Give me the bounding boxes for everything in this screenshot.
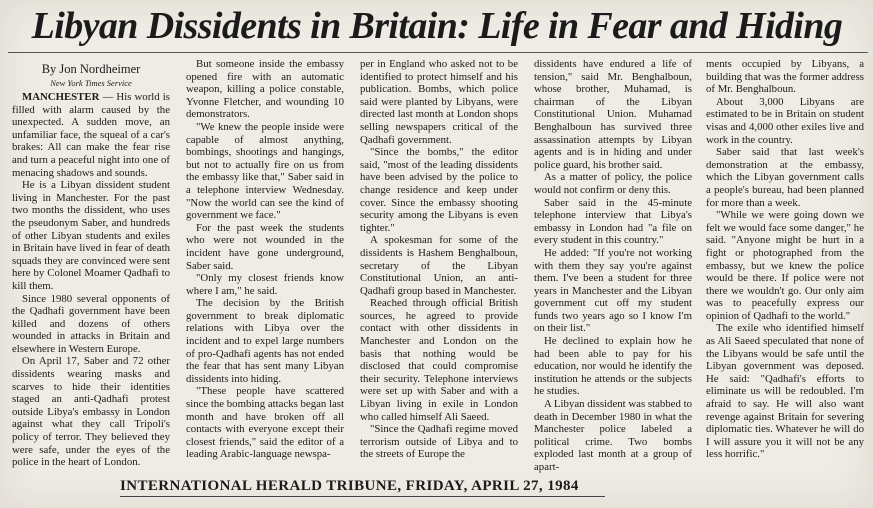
article-paragraph: About 3,000 Libyans are estimated to be in Britain on student visas and 4,000 other exiles live and work in the country.	[706, 95, 864, 146]
article-paragraph: He declined to explain how he had been able to pay for his education, nor would he identify the institution he attends or the subjects he studies.	[534, 335, 692, 398]
article-paragraph: "We knew the people inside were capable of almost anything, bombings, shootings and hangings, but not to actually fire on us from the embassy like that," Saber said in a telephone interview Wednesday. "Now the world can see the kind of government we face."	[186, 120, 344, 222]
publication-footer: INTERNATIONAL HERALD TRIBUNE, FRIDAY, APRIL 27, 1984	[120, 478, 579, 494]
article-paragraph	[12, 91, 170, 179]
article-paragraph: The decision by the British government to break diplomatic relations with Libya over the incident and to expel large numbers of pro-Qadhafi agents has not ended the fear that has sent many Libyan dissidents into hiding.	[186, 297, 344, 385]
article-paragraph: "While we were going down we felt we would face some danger," he said. "Anyone might be hurt in a fight or photographed from the embassy, but we knew the police would be there. If police were not there we wouldn't go. Our only aim was to peacefully express our opinion of Qadhafi to the world."	[706, 209, 864, 322]
article-paragraph: But someone inside the embassy opened fire with an automatic weapon, killing a police constable, Yvonne Fletcher, and wounding 10 demonstrators.	[186, 58, 344, 121]
article-paragraph: A Libyan dissident was stabbed to death in December 1980 in what the Manchester police labeled a political crime. Two bombs exploded last month at a group of apart-	[534, 398, 692, 473]
article-paragraph: For the past week the students who were not wounded in the incident have gone underground, Saber said.	[186, 221, 344, 272]
article-paragraph: "Since the bombs," the editor said, "most of the leading dissidents have been advised by the police to change residence and keep under cover. Since the embassy shooting security among the Libyans is even tighter."	[360, 146, 518, 234]
article-paragraph: On April 17, Saber and 72 other dissidents wearing masks and scarves to hide their identities staged an anti-Qadhafi protest outside Libya's embassy in London against what they call Tripoli's policy of terror. They believed they were safe, under the eyes of the police in the heart of London.	[12, 355, 170, 469]
article-paragraph: He added: "If you're not working with them they say you're against them. I've been a student for three years in Manchester and the Libyan government cut off my student funds two years ago so I know I'm on their list."	[534, 246, 692, 335]
article-paragraph: dissidents have endured a life of tension," said Mr. Benghalboun, whose brother, Muhamad, is chairman of the Libyan Constitutional Union. Muhamad Benghalboun has survived three assassination attempts by Libyan agents and is in hiding and under police guard, his brother said.	[534, 58, 692, 171]
news-service: New York Times Service	[50, 78, 132, 88]
article-column-4	[534, 58, 692, 473]
article-paragraph: "Since the Qadhafi regime moved terrorism outside of Libya and to the streets of Europe the	[360, 423, 518, 461]
article-paragraph: Saber said that last week's demonstration at the embassy, which the Libyan government calls a people's bureau, had been planned for more than a week.	[706, 146, 864, 209]
article-body	[12, 58, 864, 473]
headline: Libyan Dissidents in Britain: Life in Fear and Hiding	[31, 5, 843, 47]
article-paragraph: Since 1980 several opponents of the Qadhafi government have been killed and dozens of others wounded in attacks in Britain and elsewhere in Western Europe.	[12, 292, 170, 355]
article-column-5	[706, 58, 864, 473]
article-column-1	[12, 58, 170, 473]
paragraph-text: — His world is filled with alarm caused by the unexpected. A sudden move, an unfamiliar face, the squeal of a car's brakes: All can make the fear rise and turn a peaceful night into one of menacing shadows and sounds.	[12, 91, 170, 179]
byline: By Jon Nordheimer	[41, 62, 141, 76]
footer-rule	[120, 496, 605, 497]
article-paragraph: ments occupied by Libyans, a building that was the former address of Mr. Benghalboun.	[706, 58, 864, 96]
article-paragraph: He is a Libyan dissident student living in Manchester. For the past two months the dissident, who uses the pseudonym Saber, and hundreds of other Libyan students and exiles in Britain have lived in fear of death squads they are convinced were sent here by Colonel Moamer Qadhafi to kill them.	[12, 179, 170, 292]
dateline: MANCHESTER	[22, 91, 100, 103]
article-paragraph: Reached through official British sources, he agreed to provide contact with other dissidents in Manchester and London on the basis that nothing would be disclosed that could compromise their security. Telephone interviews were set up with Saber and with a Libyan living in exile in London who called himself Ali Saeed.	[360, 297, 518, 423]
headline-rule	[8, 52, 868, 53]
article-paragraph: As a matter of policy, the police would not confirm or deny this.	[534, 171, 692, 196]
article-paragraph: Saber said in the 45-minute telephone interview that Libya's embassy in London had "a file on every student in this country."	[534, 196, 692, 247]
article-column-3	[360, 58, 518, 473]
article-paragraph: "Only my closest friends know where I am," he said.	[186, 272, 344, 297]
article-paragraph: The exile who identified himself as Ali Saeed speculated that none of the Libyans would be safe until the Libyan government was deposed. He said: "Qadhafi's efforts to eliminate us will be redoubled. I'm afraid to say. He will also want revenge against Britain for severing diplomatic ties. Whatever he will do I will assure you it will not be any less horrific."	[706, 322, 864, 461]
article-column-2	[186, 58, 344, 473]
article-paragraph: A spokesman for some of the dissidents is Hashem Benghalboun, secretary of the Libyan Constitutional Union, an anti-Qadhafi group based in Manchester.	[360, 234, 518, 297]
article-paragraph: per in England who asked not to be identified to protect himself and his publication. Bombs, which police said were planted by Libyans, were directed last month at London shops selling newspapers critical of the Qadhafi government.	[360, 58, 518, 146]
article-paragraph: "These people have scattered since the bombing attacks began last month and have broken off all contacts with everyone except their closest friends," said the editor of a leading Arabic-language newspa-	[186, 385, 344, 461]
